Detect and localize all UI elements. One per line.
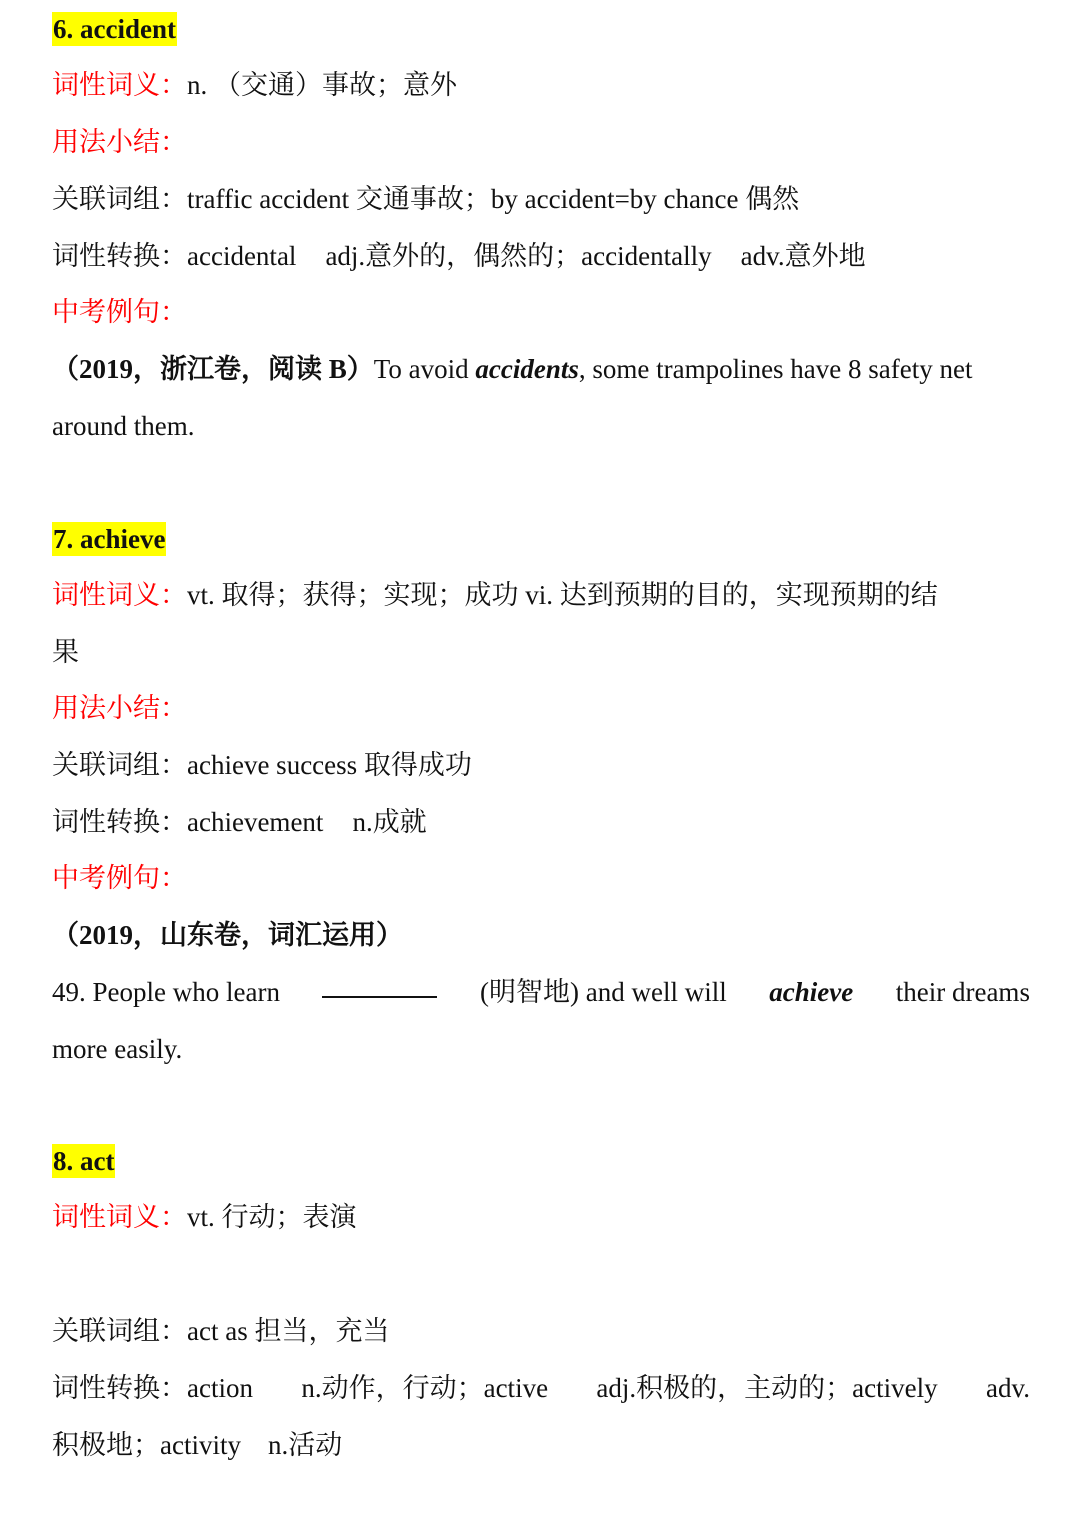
phrases-line (52, 1313, 1030, 1349)
question-continuation: more easily. (52, 1034, 183, 1064)
entry-heading (52, 11, 1030, 47)
meaning-line (52, 577, 1030, 613)
example-text: , some trampolines have 8 safety net (578, 354, 973, 384)
meaning-label: 词性词义： (52, 580, 187, 610)
example-line (52, 351, 1030, 387)
pos-label: 词性转换： (52, 1373, 187, 1403)
phrases-label: 关联词组： (52, 750, 187, 780)
pos-part: adj.意外的，偶然的；accidentally (325, 241, 712, 271)
pos-line (52, 1370, 1030, 1406)
meaning-continuation: 果 (52, 637, 79, 667)
phrases-text: act as 担当，充当 (187, 1316, 390, 1346)
usage-label: 用法小结： (52, 693, 187, 723)
phrases-line (52, 747, 1030, 783)
example-source: （2019，山东卷，词汇运用） (52, 920, 403, 950)
pos-line (52, 804, 1030, 840)
question-text: (明智地) and well will (480, 977, 727, 1007)
phrases-text: achieve success 取得成功 (187, 750, 472, 780)
phrases-text: traffic accident 交通事故；by accident=by chance 偶然 (187, 184, 800, 214)
entry-heading (52, 1143, 1030, 1179)
pos-continuation: 积极地；activity n.活动 (52, 1430, 343, 1460)
pos-part: accidental (187, 241, 297, 271)
example-keyword: accidents (475, 354, 579, 384)
pos-label: 词性转换： (52, 807, 187, 837)
example-label: 中考例句： (52, 863, 187, 893)
example-label: 中考例句： (52, 297, 187, 327)
headword-highlight: 8. act (53, 1146, 115, 1176)
question-text: their dreams (895, 977, 1030, 1007)
meaning-text: vt. 行动；表演 (187, 1202, 357, 1232)
meaning-line (52, 1199, 1030, 1235)
answer-blank[interactable] (322, 974, 437, 998)
pos-part: adj.积极的，主动的；actively (596, 1373, 938, 1403)
meaning-text: n. （交通）事故；意外 (187, 70, 457, 100)
phrases-label: 关联词组： (52, 1316, 187, 1346)
pos-part: adv. (985, 1373, 1030, 1403)
example-source: （2019，浙江卷，阅读 B） (52, 354, 374, 384)
question-line (52, 974, 1030, 1010)
phrases-line (52, 181, 1030, 217)
meaning-line (52, 67, 1030, 103)
entry-heading (52, 521, 1030, 557)
pos-part: adv.意外地 (740, 241, 866, 271)
headword-highlight: 7. achieve (53, 524, 166, 554)
example-text: To avoid (373, 354, 476, 384)
pos-part: n.动作，行动；active (301, 1373, 549, 1403)
headword-highlight: 6. accident (53, 14, 176, 44)
meaning-text: vt. 取得；获得；实现；成功 vi. 达到预期的目的，实现预期的结 (187, 580, 938, 610)
meaning-label: 词性词义： (52, 1202, 187, 1232)
meaning-label: 词性词义： (52, 70, 187, 100)
question-keyword: achieve (769, 977, 854, 1007)
pos-part: achievement (187, 807, 324, 837)
pos-label: 词性转换： (52, 241, 187, 271)
question-text: 49. People who learn (52, 977, 280, 1007)
pos-line (52, 238, 1030, 274)
example-continuation: around them. (52, 411, 195, 441)
pos-part: action (187, 1373, 253, 1403)
pos-part: n.成就 (352, 807, 427, 837)
usage-label: 用法小结： (52, 127, 187, 157)
phrases-label: 关联词组： (52, 184, 187, 214)
